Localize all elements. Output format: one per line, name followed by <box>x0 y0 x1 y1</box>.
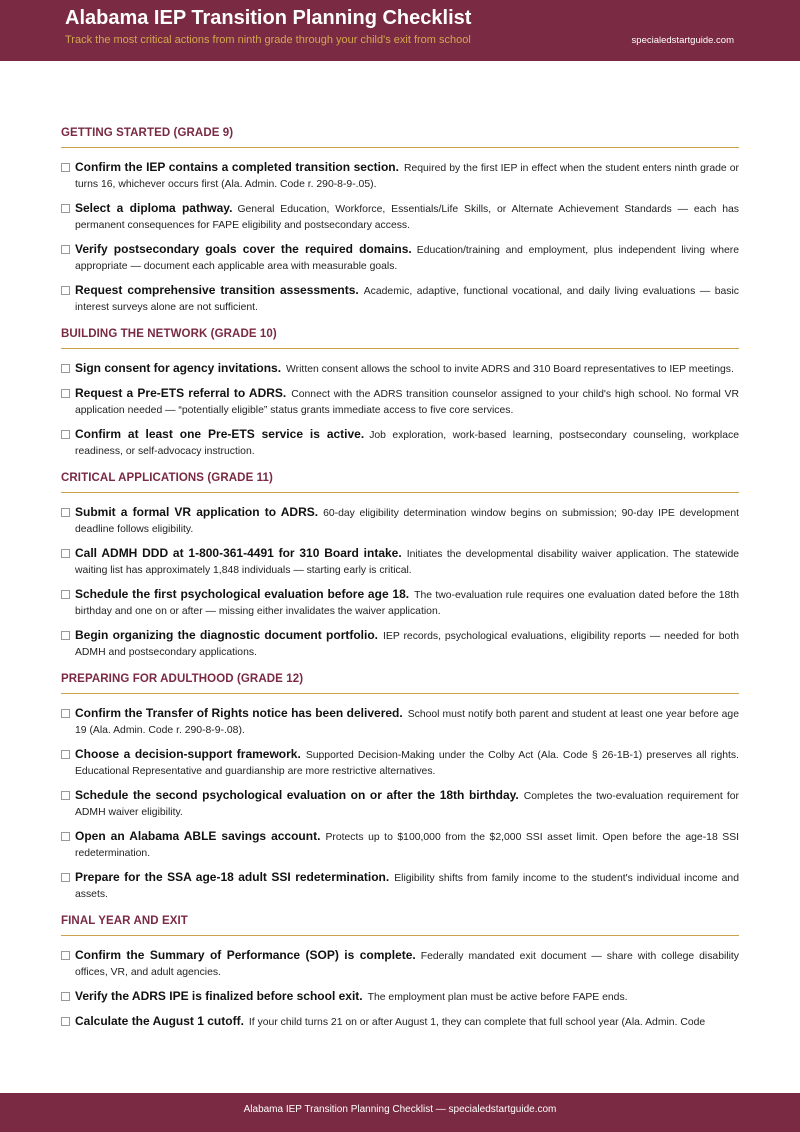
item-description: School must notify both parent and student at least one year before age 19 (Ala. Admin. Code r. 290-8-9-.08). <box>75 709 739 736</box>
item-description: IEP records, psychological evaluations, eligibility reports — needed for both ADMH and postsecondary applications. <box>75 631 739 658</box>
section-title: FINAL YEAR AND EXIT <box>61 915 739 936</box>
item-description: 60-day eligibility determination window begins on submission; 90-day IPE development deadline follows eligibility. <box>75 508 740 535</box>
page-header <box>0 0 800 61</box>
item-description: Protects up to $100,000 from the $2,000 SSI asset limit. Open before the age-18 SSI redetermination. <box>75 832 740 859</box>
checklist-item <box>61 385 739 419</box>
item-title: Select a diploma pathway. <box>75 201 233 215</box>
checklist-item <box>61 200 739 234</box>
checklist-item <box>61 988 739 1006</box>
item-title: Prepare for the SSA age-18 adult SSI redetermination. <box>75 870 390 884</box>
item-description: Required by the first IEP in effect when the student enters ninth grade or turns 16, whichever occurs first (Ala. Admin. Code r. 290-8-9-.05). <box>75 163 739 190</box>
checkbox-icon[interactable] <box>61 286 70 295</box>
item-title: Choose a decision-support framework. <box>75 747 301 761</box>
item-title: Schedule the second psychological evaluation on or after the 18th birthday. <box>75 788 519 802</box>
checklist-section <box>61 673 739 903</box>
item-title: Schedule the first psychological evaluation before age 18. <box>75 587 410 601</box>
item-title: Sign consent for agency invitations. <box>75 361 282 375</box>
page-title: Alabama IEP Transition Planning Checklist <box>65 7 472 29</box>
checklist-item <box>61 504 739 538</box>
checkbox-icon[interactable] <box>61 549 70 558</box>
footer-text: Alabama IEP Transition Planning Checklist — specialedstartguide.com <box>243 1104 557 1115</box>
section-title: BUILDING THE NETWORK (GRADE 10) <box>61 328 739 349</box>
checklist-section <box>61 328 739 460</box>
checkbox-icon[interactable] <box>61 709 70 718</box>
checklist-item <box>61 1013 739 1031</box>
checklist-section <box>61 915 739 1031</box>
item-description: Connect with the ADRS transition counselor assigned to your child's high school. No formal VR application needed — “potentially eligible” status grants immediate access to five core services. <box>75 389 739 416</box>
item-description: If your child turns 21 on or after August 1, they can complete that full school year (Ala. Admin. Code <box>248 1017 706 1028</box>
item-title: Confirm at least one Pre-ETS service is active. <box>75 427 365 441</box>
item-description: The two-evaluation rule requires one evaluation dated before the 18th birthday and one on or after — missing either invalidates the waiver application. <box>75 590 740 617</box>
item-description: Written consent allows the school to invite ADRS and 310 Board representatives to IEP meetings. <box>286 364 734 375</box>
item-description: Education/training and employment, plus independent living where appropriate — document each applicable area with measurable goals. <box>75 245 739 272</box>
checklist-item <box>61 869 739 903</box>
checklist-item <box>61 947 739 981</box>
header-site-link[interactable]: specialedstartguide.com <box>631 35 734 46</box>
item-description: Eligibility shifts from family income to the student's individual income and assets. <box>75 873 739 900</box>
checkbox-icon[interactable] <box>61 992 70 1001</box>
checklist-content <box>61 127 739 1043</box>
checkbox-icon[interactable] <box>61 631 70 640</box>
checklist-item <box>61 787 739 821</box>
item-title: Call ADMH DDD at 1-800-361-4491 for 310 Board intake. <box>75 546 402 560</box>
item-description: Initiates the developmental disability waiver application. The statewide waiting list has approximately 1,848 individuals — starting early is critical. <box>75 549 740 576</box>
item-title: Verify postsecondary goals cover the required domains. <box>75 242 412 256</box>
page-footer <box>0 1093 800 1132</box>
checkbox-icon[interactable] <box>61 389 70 398</box>
checkbox-icon[interactable] <box>61 508 70 517</box>
checklist-item <box>61 159 739 193</box>
section-title: GETTING STARTED (GRADE 9) <box>61 127 739 148</box>
item-description: Academic, adaptive, functional vocational, and daily living evaluations — basic interest surveys alone are not sufficient. <box>75 286 739 313</box>
item-title: Open an Alabama ABLE savings account. <box>75 829 321 843</box>
item-title: Confirm the IEP contains a completed transition section. <box>75 160 399 174</box>
checklist-item <box>61 282 739 316</box>
checklist-item <box>61 241 739 275</box>
checkbox-icon[interactable] <box>61 430 70 439</box>
checklist-item <box>61 545 739 579</box>
section-title: CRITICAL APPLICATIONS (GRADE 11) <box>61 472 739 493</box>
item-description: Completes the two-evaluation requirement for ADMH waiver eligibility. <box>75 791 739 818</box>
checklist-section <box>61 472 739 661</box>
item-title: Verify the ADRS IPE is finalized before school exit. <box>75 989 363 1003</box>
item-title: Begin organizing the diagnostic document portfolio. <box>75 628 379 642</box>
checkbox-icon[interactable] <box>61 1017 70 1026</box>
checkbox-icon[interactable] <box>61 750 70 759</box>
checkbox-icon[interactable] <box>61 832 70 841</box>
checklist-item <box>61 586 739 620</box>
item-title: Submit a formal VR application to ADRS. <box>75 505 319 519</box>
checkbox-icon[interactable] <box>61 245 70 254</box>
item-title: Confirm the Summary of Performance (SOP) is complete. <box>75 948 416 962</box>
checkbox-icon[interactable] <box>61 590 70 599</box>
checkbox-icon[interactable] <box>61 163 70 172</box>
checkbox-icon[interactable] <box>61 364 70 373</box>
checklist-item <box>61 828 739 862</box>
checkbox-icon[interactable] <box>61 204 70 213</box>
item-title: Request comprehensive transition assessments. <box>75 283 359 297</box>
checklist-item <box>61 426 739 460</box>
item-description: The employment plan must be active before FAPE ends. <box>367 992 628 1003</box>
checklist-item <box>61 360 739 378</box>
checkbox-icon[interactable] <box>61 951 70 960</box>
checkbox-icon[interactable] <box>61 791 70 800</box>
item-title: Confirm the Transfer of Rights notice has been delivered. <box>75 706 403 720</box>
item-description: Job exploration, work-based learning, postsecondary counseling, workplace readiness, or self-advocacy instruction. <box>75 430 739 457</box>
item-description: General Education, Workforce, Essentials/Life Skills, or Alternate Achievement Standards — each has permanent consequences for FAPE eligibility and postsecondary access. <box>75 204 739 231</box>
checklist-item <box>61 705 739 739</box>
item-description: Supported Decision-Making under the Colby Act (Ala. Code § 26-1B-1) preserves all rights. Educational Representative and guardianship are more restrictive alternatives. <box>75 750 739 777</box>
item-description: Federally mandated exit document — share with college disability offices, VR, and adult agencies. <box>75 951 739 978</box>
section-title: PREPARING FOR ADULTHOOD (GRADE 12) <box>61 673 739 694</box>
checklist-item <box>61 627 739 661</box>
checklist-section <box>61 127 739 316</box>
item-title: Calculate the August 1 cutoff. <box>75 1014 244 1028</box>
page-subtitle: Track the most critical actions from ninth grade through your child's exit from school <box>65 34 471 46</box>
item-title: Request a Pre-ETS referral to ADRS. <box>75 386 287 400</box>
checklist-item <box>61 746 739 780</box>
checkbox-icon[interactable] <box>61 873 70 882</box>
